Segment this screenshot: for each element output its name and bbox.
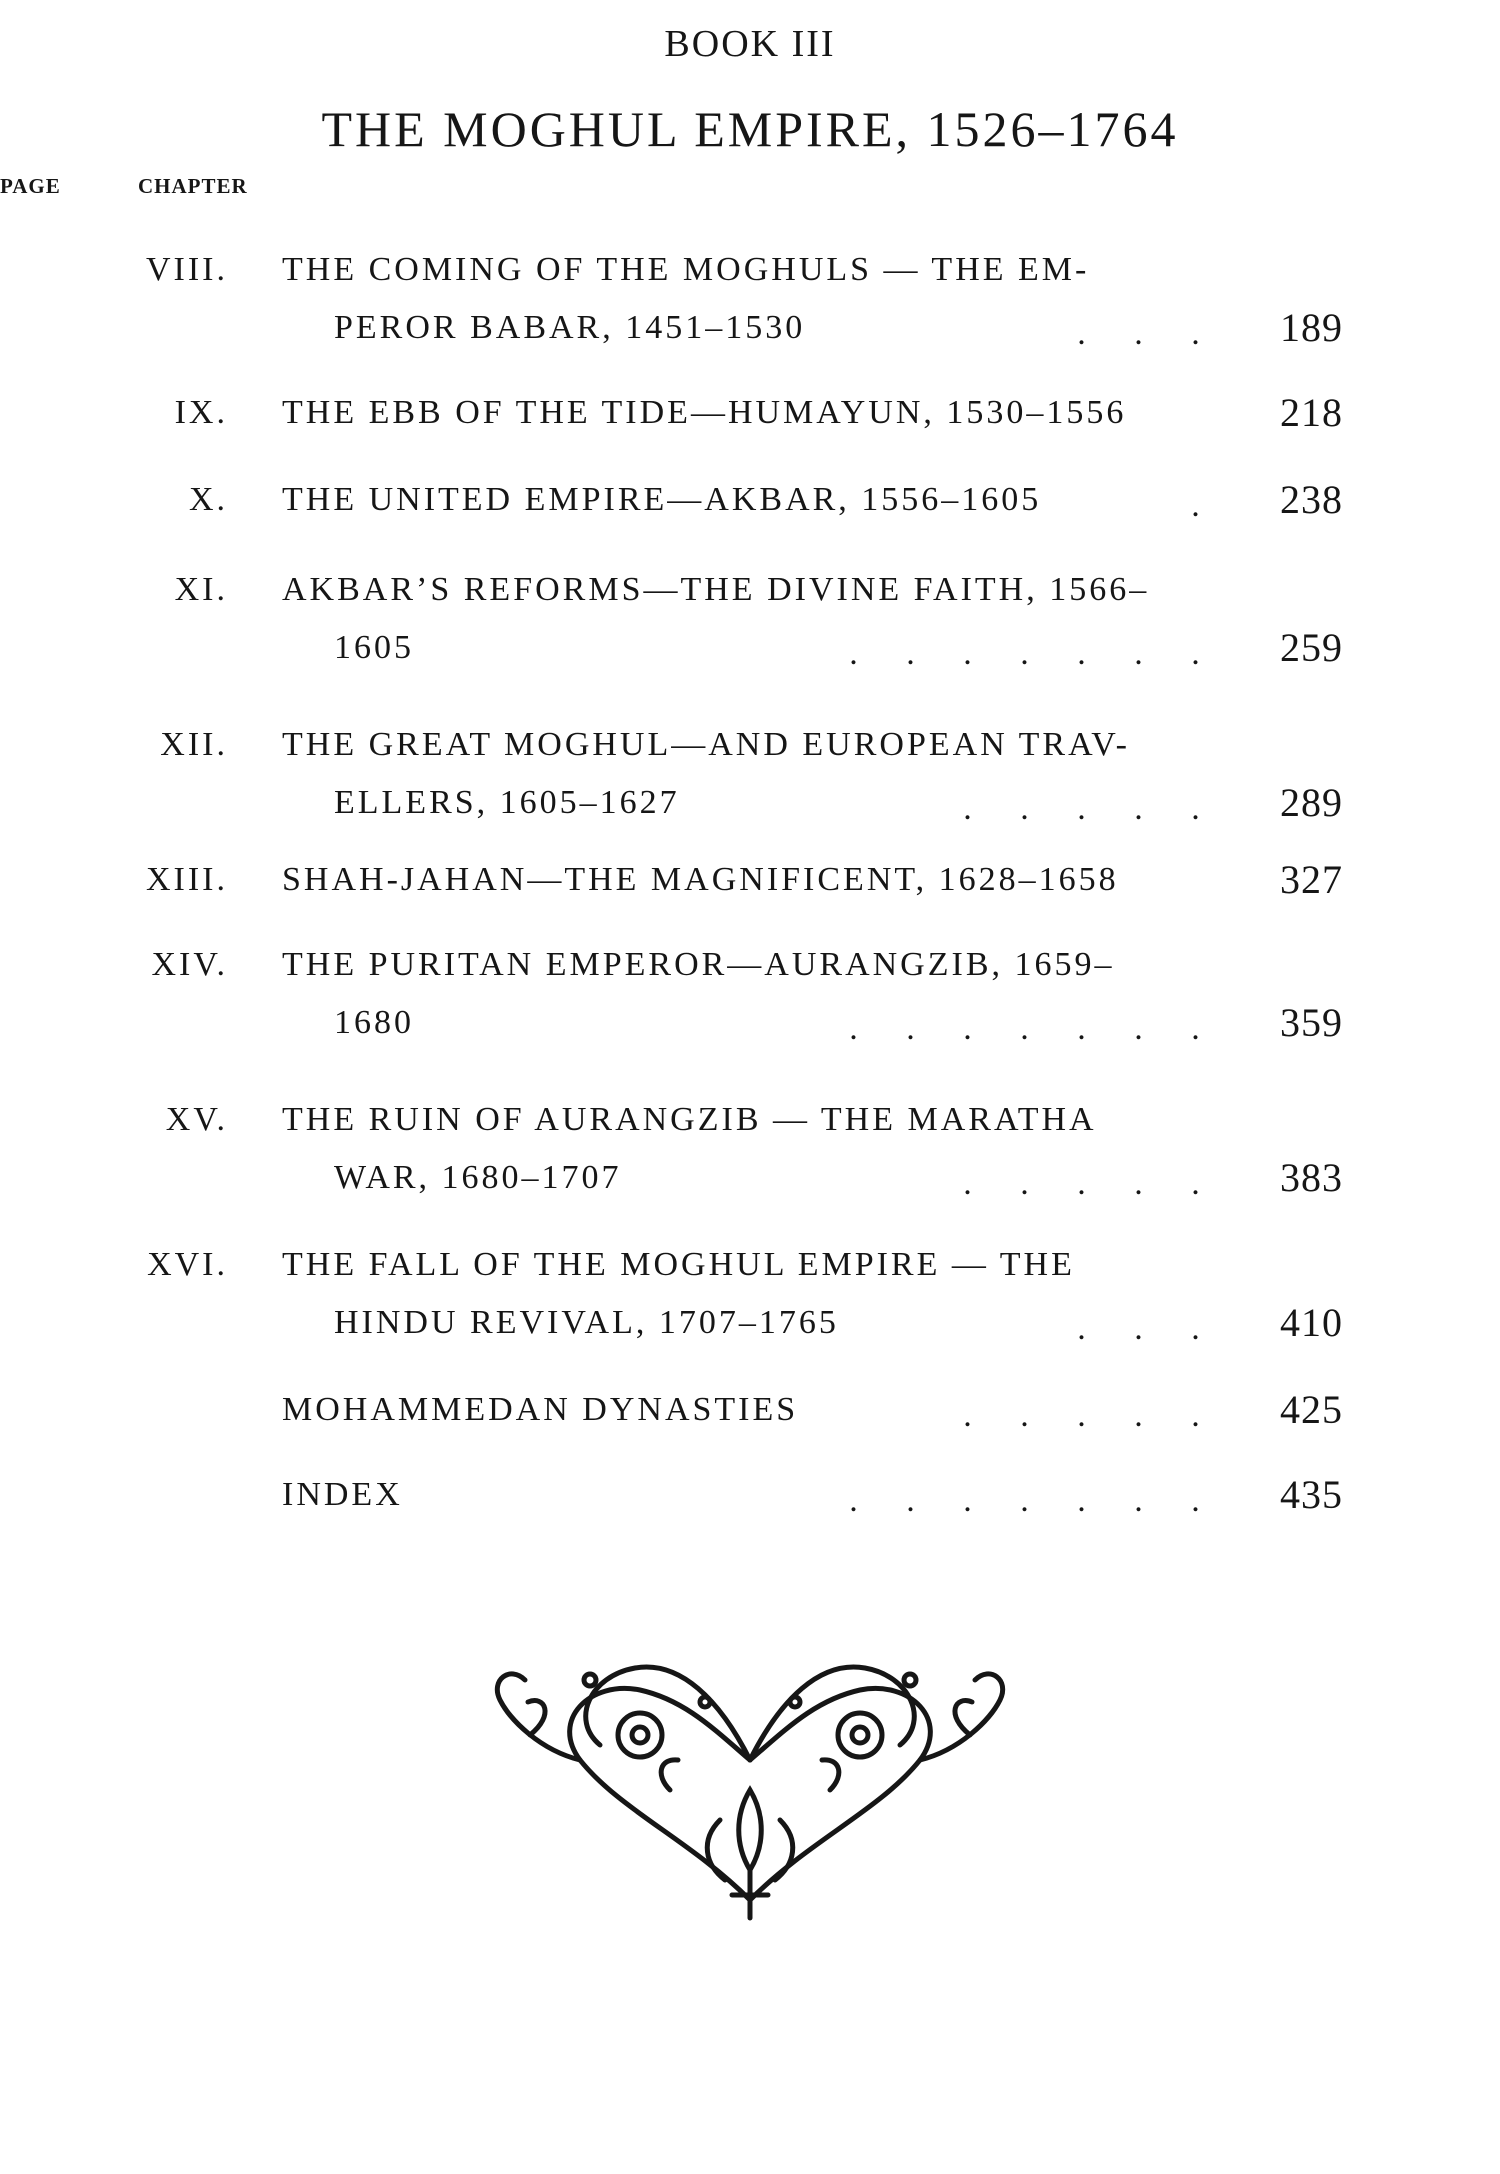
- dot-leaders: .: [1191, 487, 1200, 524]
- chapter-number: XII.: [160, 726, 228, 763]
- chapter-title: THE UNITED EMPIRE—AKBAR, 1556–1605: [282, 481, 1042, 518]
- page-number: 359: [1280, 1000, 1343, 1045]
- chapter-title-continued: WAR, 1680–1707: [334, 1159, 622, 1196]
- chapter-title: MOHAMMEDAN DYNASTIES: [282, 1391, 799, 1428]
- dot-leaders: . . . . . . .: [849, 635, 1200, 672]
- chapter-number: IX.: [174, 394, 228, 431]
- chapter-title-continued: 1680: [334, 1004, 414, 1041]
- dot-leaders: . . .: [1077, 315, 1200, 352]
- chapter-title: THE FALL OF THE MOGHUL EMPIRE — THE: [282, 1246, 1075, 1283]
- page-column-heading: PAGE: [0, 174, 61, 198]
- page-number: 327: [1280, 857, 1343, 902]
- dot-leaders: . . . . .: [963, 790, 1200, 827]
- chapter-title-continued: HINDU REVIVAL, 1707–1765: [334, 1304, 839, 1341]
- chapter-title-continued: ELLERS, 1605–1627: [334, 784, 680, 821]
- page-number: 218: [1280, 390, 1343, 435]
- book-label: BOOK III: [664, 23, 836, 65]
- page-number: 425: [1280, 1387, 1343, 1432]
- book-title: THE MOGHUL EMPIRE, 1526–1764: [321, 101, 1179, 157]
- chapter-number: XIII.: [145, 861, 228, 898]
- arabesque-tailpiece-icon: [470, 1640, 1030, 1930]
- chapter-column-heading: CHAPTER: [138, 174, 248, 198]
- page-number: 383: [1280, 1155, 1343, 1200]
- dot-leaders: . . .: [1077, 1310, 1200, 1347]
- page-number: 289: [1280, 780, 1343, 825]
- chapter-number: XVI.: [147, 1246, 228, 1283]
- chapter-title: THE PURITAN EMPEROR—AURANGZIB, 1659–: [282, 946, 1115, 983]
- dot-leaders: . . . . . . .: [849, 1010, 1200, 1047]
- chapter-title: THE GREAT MOGHUL—AND EUROPEAN TRAV-: [282, 726, 1131, 763]
- dot-leaders: . . . . .: [963, 1165, 1200, 1202]
- chapter-number: XI.: [174, 571, 228, 608]
- chapter-number: X.: [188, 481, 228, 518]
- chapter-title: AKBAR’S REFORMS—THE DIVINE FAITH, 1566–: [282, 571, 1150, 608]
- page-number: 435: [1280, 1472, 1343, 1517]
- page-number: 238: [1280, 477, 1343, 522]
- dot-leaders: . . . . . . .: [849, 1482, 1200, 1519]
- chapter-number: VIII.: [145, 251, 228, 288]
- chapter-title: THE COMING OF THE MOGHULS — THE EM-: [282, 251, 1090, 288]
- chapter-title-continued: 1605: [334, 629, 414, 666]
- chapter-title: THE EBB OF THE TIDE—HUMAYUN, 1530–1556: [282, 394, 1127, 431]
- chapter-title: THE RUIN OF AURANGZIB — THE MARATHA: [282, 1101, 1097, 1138]
- page-number: 259: [1280, 625, 1343, 670]
- chapter-number: XIV.: [151, 946, 228, 983]
- page-number: 410: [1280, 1300, 1343, 1345]
- chapter-title: SHAH-JAHAN—THE MAGNIFICENT, 1628–1658: [282, 861, 1119, 898]
- chapter-number: XV.: [165, 1101, 228, 1138]
- dot-leaders: . . . . .: [963, 1397, 1200, 1434]
- chapter-title: INDEX: [282, 1476, 403, 1513]
- page-number: 189: [1280, 305, 1343, 350]
- chapter-title-continued: PEROR BABAR, 1451–1530: [334, 309, 806, 346]
